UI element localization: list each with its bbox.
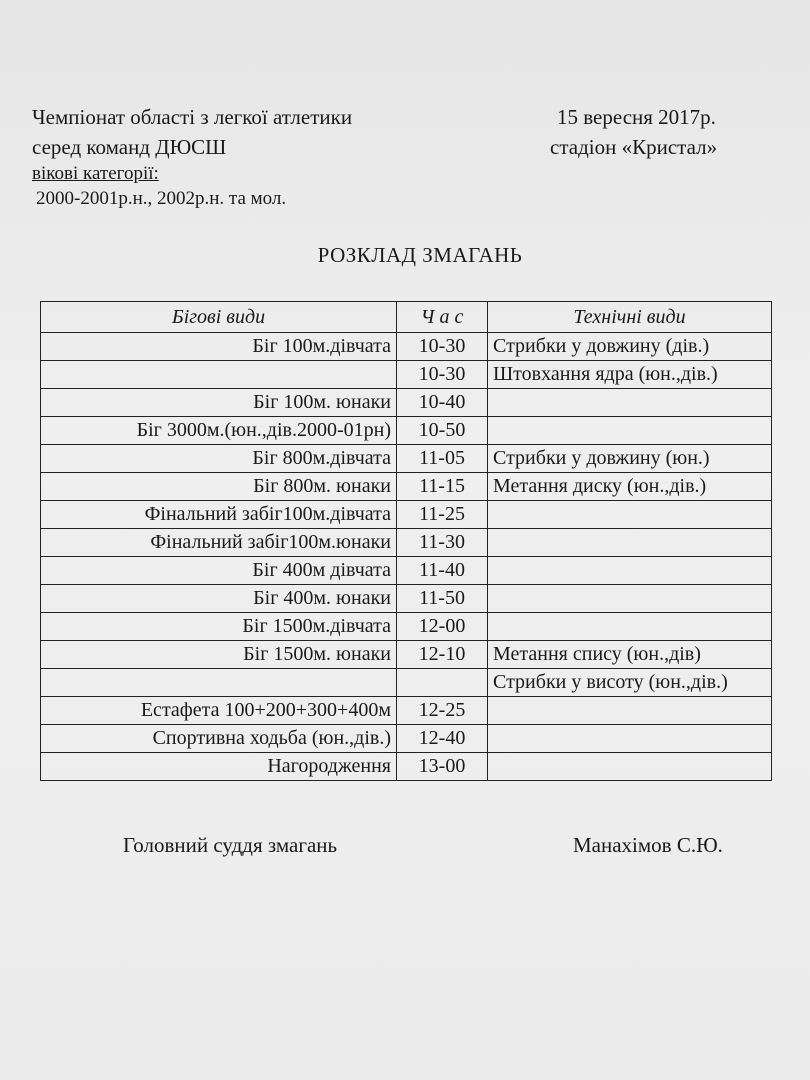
table-row [41,389,772,417]
column-header-time: Ч а с [397,302,488,333]
technical-event-cell [488,753,772,781]
running-event-cell: Біг 400м. юнаки [41,585,397,613]
running-event-cell: Біг 3000м.(юн.,дів.2000-01рн) [41,417,397,445]
time-cell: 10-50 [397,417,488,445]
time-cell: 11-25 [397,501,488,529]
technical-event-cell [488,417,772,445]
technical-event-cell: Стрибки у довжину (юн.) [488,445,772,473]
schedule-title: РОЗКЛАД ЗМАГАНЬ [317,243,523,267]
running-event-cell: Біг 800м.дівчата [41,445,397,473]
technical-event-cell [488,529,772,557]
time-cell: 12-40 [397,725,488,753]
table-row [41,333,772,361]
column-header-technical: Технічні види [488,302,772,333]
time-cell: 10-40 [397,389,488,417]
table-row [41,529,772,557]
age-categories-label: вікові категорії: [32,163,159,184]
technical-event-cell [488,501,772,529]
running-event-cell: Спортивна ходьба (юн.,дів.) [41,725,397,753]
running-event-cell: Естафета 100+200+300+400м [41,697,397,725]
table-row [41,697,772,725]
chief-judge-label: Головний суддя змагань [123,833,338,857]
table-row [41,501,772,529]
schedule-body [41,333,772,781]
event-date: 15 вересня 2017р. [557,105,716,129]
time-cell: 11-30 [397,529,488,557]
table-row [41,557,772,585]
running-event-cell: Біг 100м. юнаки [41,389,397,417]
running-event-cell: Біг 800м. юнаки [41,473,397,501]
running-event-cell: Фінальний забіг100м.юнаки [41,529,397,557]
time-cell: 10-30 [397,333,488,361]
table-row [41,445,772,473]
technical-event-cell [488,613,772,641]
technical-event-cell [488,585,772,613]
time-cell [397,669,488,697]
technical-event-cell [488,697,772,725]
event-title-line-1: Чемпіонат області з легкої атлетики [32,105,353,129]
technical-event-cell: Метання диску (юн.,дів.) [488,473,772,501]
event-header [32,102,352,212]
running-event-cell: Біг 1500м.дівчата [41,613,397,641]
running-event-cell: Біг 100м.дівчата [41,333,397,361]
time-cell: 10-30 [397,361,488,389]
running-event-cell: Фінальний забіг100м.дівчата [41,501,397,529]
time-cell: 11-50 [397,585,488,613]
technical-event-cell: Штовхання ядра (юн.,дів.) [488,361,772,389]
table-row [41,473,772,501]
running-event-cell: Біг 1500м. юнаки [41,641,397,669]
running-event-cell: Біг 400м дівчата [41,557,397,585]
time-cell: 12-00 [397,613,488,641]
event-title-line-2: серед команд ДЮСШ [32,135,227,159]
event-date-venue [550,102,717,162]
technical-event-cell: Стрибки у довжину (дів.) [488,333,772,361]
table-row [41,669,772,697]
technical-event-cell [488,557,772,585]
time-cell: 12-25 [397,697,488,725]
table-row [41,361,772,389]
chief-judge-name: Манахімов С.Ю. [573,833,723,857]
time-cell: 11-05 [397,445,488,473]
table-row [41,417,772,445]
age-categories-value: 2000-2001р.н., 2002р.н. та мол. [36,188,287,209]
technical-event-cell: Стрибки у висоту (юн.,дів.) [488,669,772,697]
column-header-running: Бігові види [41,302,397,333]
table-row [41,725,772,753]
table-row [41,753,772,781]
technical-event-cell [488,389,772,417]
time-cell: 11-40 [397,557,488,585]
schedule-table [40,301,772,781]
running-event-cell [41,361,397,389]
technical-event-cell: Метання спису (юн.,дів) [488,641,772,669]
event-venue: стадіон «Кристал» [550,135,718,159]
time-cell: 11-15 [397,473,488,501]
time-cell: 13-00 [397,753,488,781]
table-row [41,641,772,669]
technical-event-cell [488,725,772,753]
table-row [41,585,772,613]
running-event-cell: Нагородження [41,753,397,781]
table-header-row [41,302,772,333]
time-cell: 12-10 [397,641,488,669]
running-event-cell [41,669,397,697]
table-row [41,613,772,641]
